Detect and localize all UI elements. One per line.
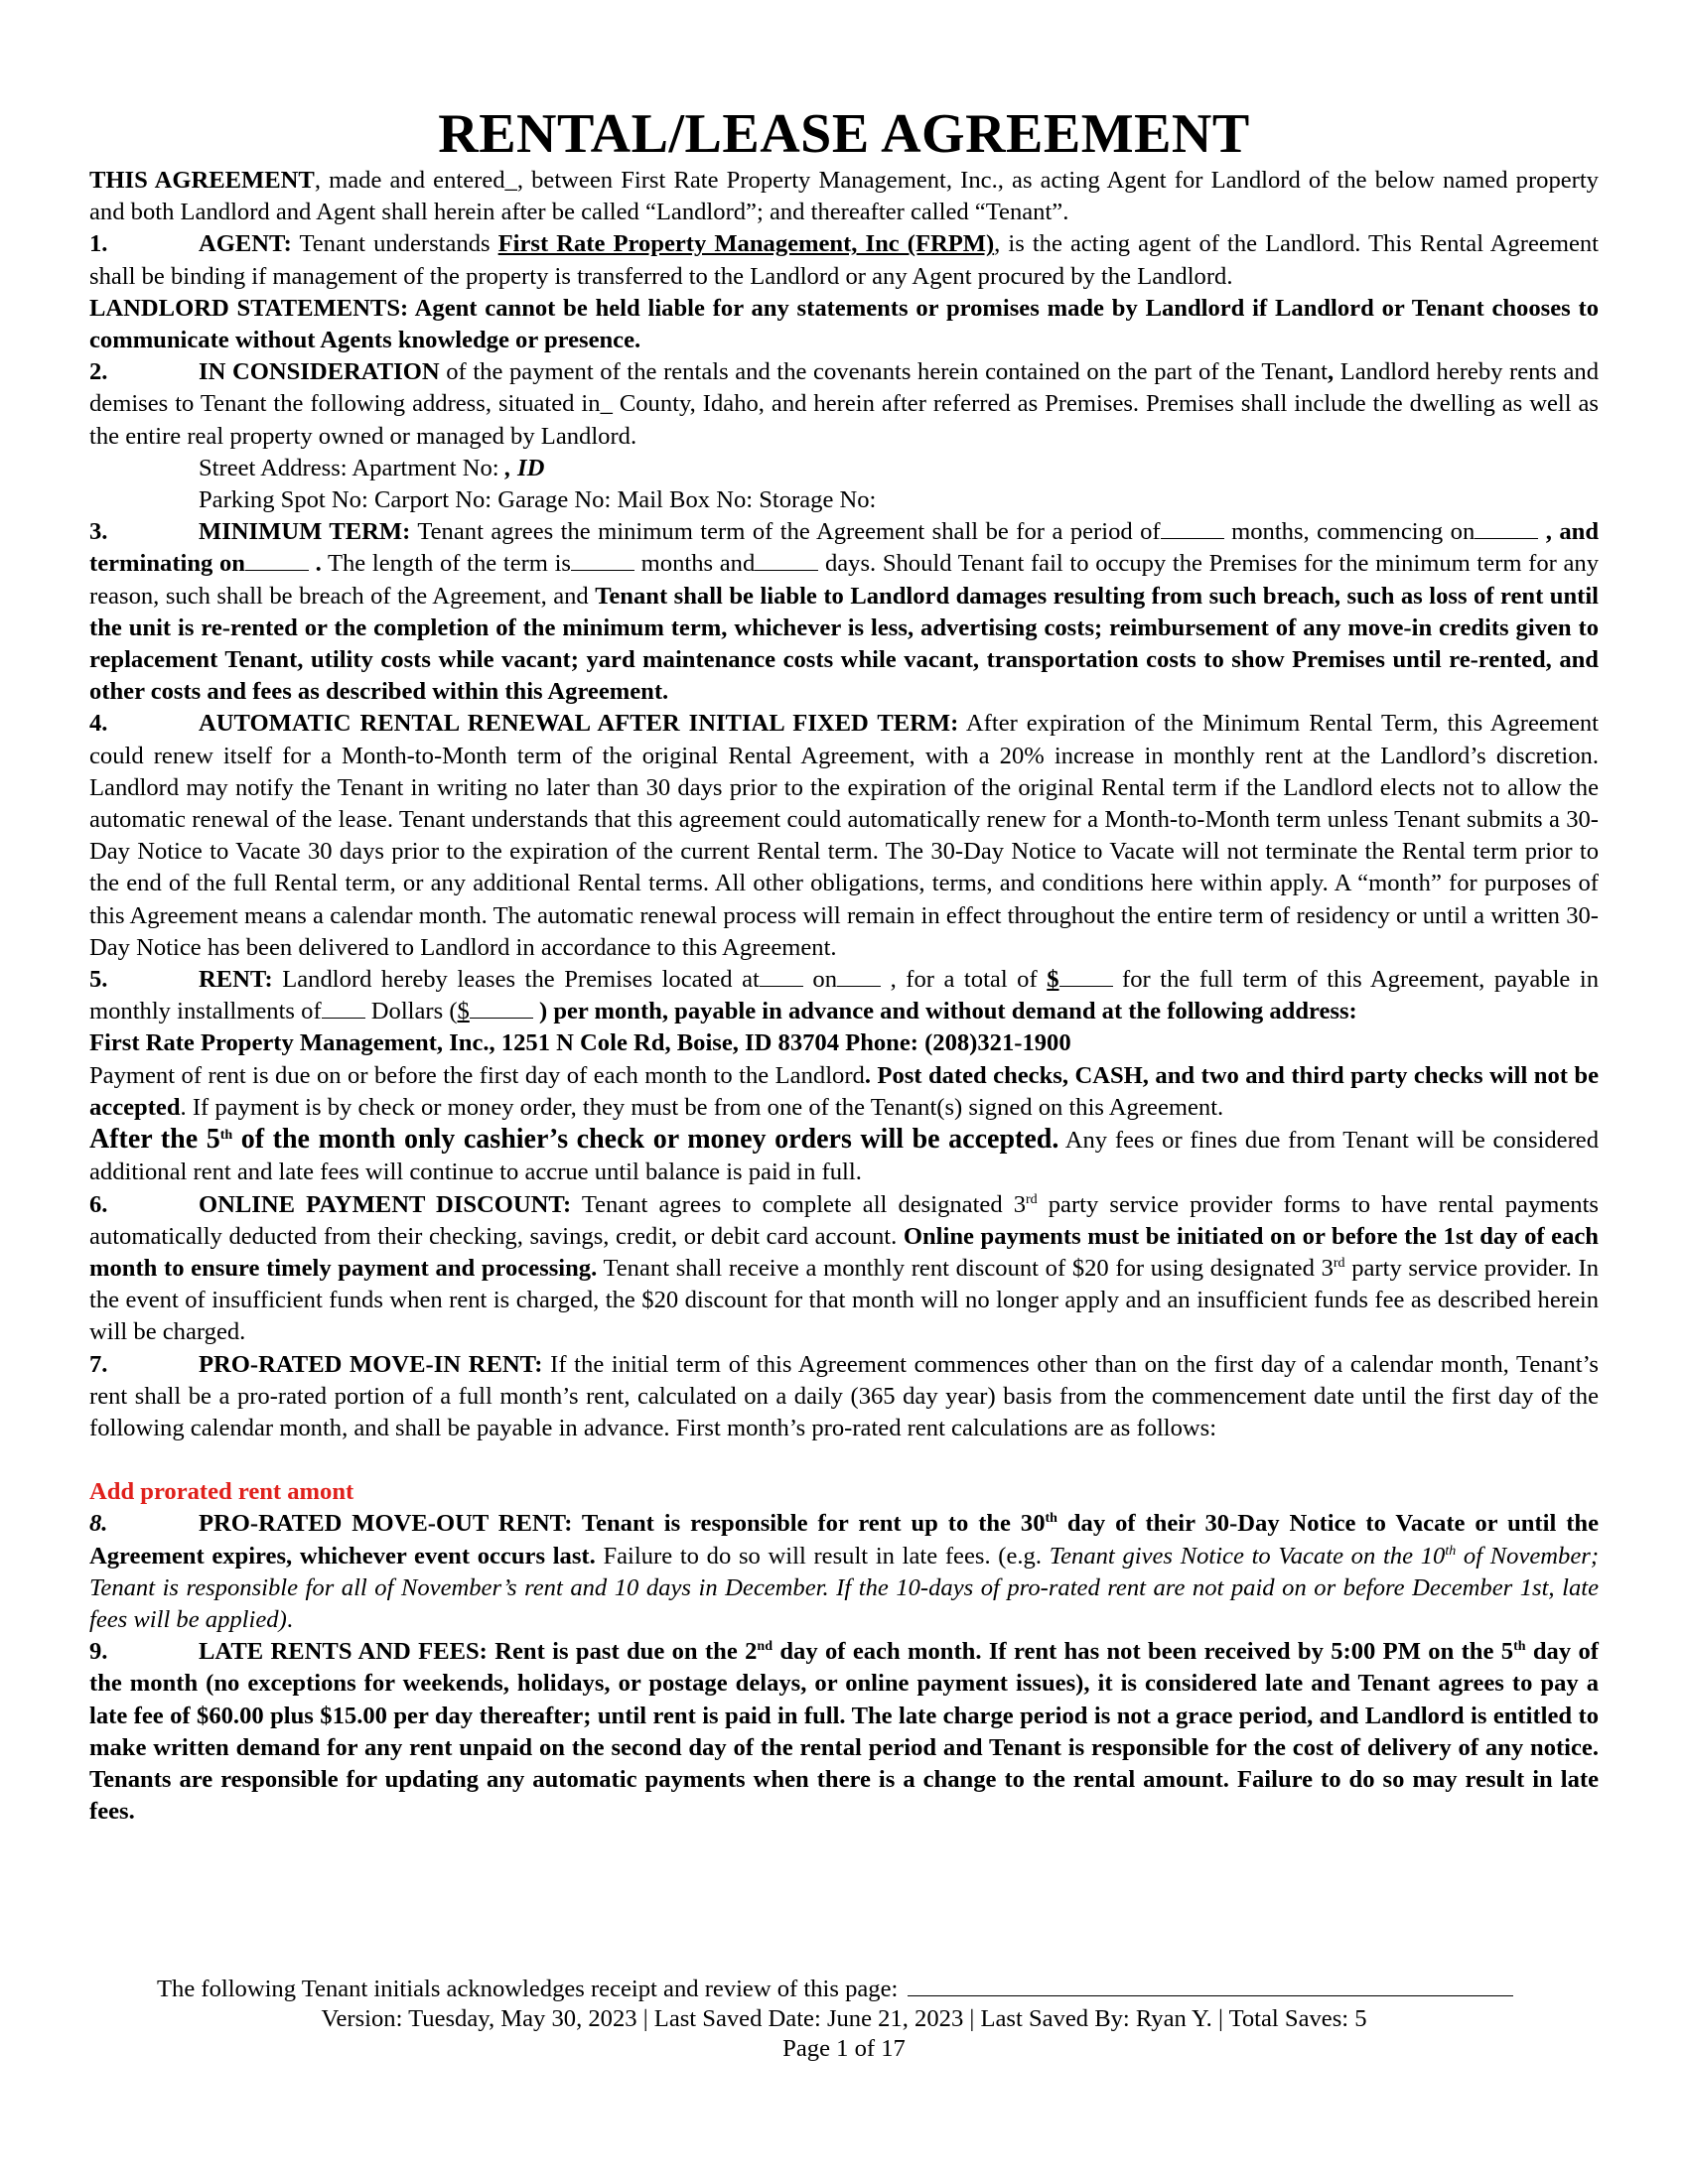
section-bold-text: day of the month (no exceptions for weekends, holidays, or postage delays, or online payment issues), it is considered late and Tenant agrees to pay a late fee of $60.00 plus $15.00 per day thereafter; until rent is paid in full. The late charge period is not a grace period, and Landlord is entitled to make written demand for any rent unpaid on the second day of the rental period and Tenant is responsible for the cost of delivery of any notice. Tenants are responsible for updating any automatic payments when there is a change to the rental amount. Failure to do so may result in late fees.: [89, 1638, 1599, 1826]
section-bold-text: day of their 30-Day Notice to Vacate or until the Agreement expires, whichever event occurs last.: [89, 1510, 1599, 1570]
initials-field[interactable]: [908, 1972, 1513, 1996]
section-text: Failure to do so will result in late fees. (e.g.: [595, 1542, 1050, 1570]
section-text: Payment of rent is due on or before the first day of each month to the Landlord: [89, 1061, 865, 1089]
length-months-blank[interactable]: [571, 548, 634, 571]
company-name: First Rate Property Management, Inc (FRPM): [497, 230, 995, 258]
section-4-automatic-renewal: [89, 708, 1599, 964]
section-number: 9.: [89, 1638, 108, 1666]
section-number: 1.: [89, 230, 108, 258]
section-text: , is the acting agent of the Landlord. This Rental Agreement shall be binding if management of the property is transferred to the Landlord or any Agent procured by the Landlord.: [89, 230, 1600, 290]
section-italic-text: of November; Tenant is responsible for all of November’s rent and 10 days in December. If the 10-days of pro-rated rent are not paid on or before December 1st, late fees will be applied): [89, 1542, 1600, 1633]
section-6-online-payment: [89, 1189, 1599, 1349]
section-heading: LATE RENTS AND FEES: Rent is past due on the 2: [199, 1638, 758, 1666]
section-text: ,: [1327, 358, 1335, 386]
section-text: months and: [634, 550, 756, 578]
superscript: rd: [1026, 1191, 1038, 1207]
after-fifth-notice: [89, 1124, 1599, 1188]
section-text: on: [802, 966, 838, 994]
superscript: nd: [757, 1638, 773, 1654]
superscript: th: [1045, 1511, 1057, 1527]
landlord-statements: LANDLORD STATEMENTS: Agent cannot be held liable for any statements or promises made by Landlord if Landlord or Tenant chooses to communicate without Agents knowledge or presence.: [89, 294, 1599, 354]
section-bold-text: of the month only cashier’s check or money orders will be accepted.: [232, 1124, 1059, 1156]
section-text: The length of the term is: [321, 550, 572, 578]
section-text: party service provider. In the event of insufficient funds when rent is charged, the $20 discount for that month will no longer apply and an insufficient funds fee as described herein will be charged.: [89, 1254, 1600, 1346]
section-heading: AUTOMATIC RENTAL RENEWAL AFTER INITIAL FIXED TERM:: [199, 710, 959, 738]
monthly-dollar-sign: $: [457, 998, 470, 1025]
section-text: of the payment of the rentals and the covenants herein contained on the part of the Tenant: [439, 358, 1328, 386]
section-number: 3.: [89, 518, 108, 546]
section-3-minimum-term: [89, 516, 1599, 708]
section-text: . If payment is by check or money order, they must be from one of the Tenant(s) signed on this Agreement.: [180, 1093, 1224, 1121]
intro-text: , made and entered_, between First Rate Property Management, Inc., as acting Agent for Landlord of the below named property and both Landlord and Agent shall herein after be called “Landlord”; and thereafter called “Tenant”.: [89, 167, 1599, 226]
section-text: ) per month, payable in advance and without demand at the following address:: [532, 998, 1357, 1025]
section-5-rent: [89, 964, 1599, 1027]
term-months-blank[interactable]: [1161, 516, 1224, 539]
intro-lead: THIS AGREEMENT: [89, 167, 315, 194]
section-heading: ONLINE PAYMENT DISCOUNT:: [199, 1190, 572, 1218]
total-amount-blank[interactable]: [1059, 964, 1113, 987]
premises-location-blank[interactable]: [760, 964, 803, 987]
section-2-consideration: [89, 356, 1599, 453]
section-text: .: [308, 550, 322, 578]
section-heading: PRO-RATED MOVE-IN RENT:: [199, 1350, 543, 1378]
section-text: party service provider forms to have rental payments automatically deducted from their checking, savings, credit, or debit card account.: [89, 1190, 1599, 1250]
section-text: After expiration of the Minimum Rental Term, this Agreement could renew itself for a Month-to-Month term of the original Rental Agreement, with a 20% increase in monthly rent at the Landlord’s discretion. Landlord may notify the Tenant in writing no later than 30 days prior to the expiration of the original Rental term if the Landlord elects not to allow the automatic renewal of the lease. Tenant understands that this agreement could automatically renew for a Month-to-Month term unless Tenant submits a 30-Day Notice to Vacate 30 days prior to the expiration of the current Rental term. The 30-Day Notice to Vacate will not terminate the Rental term prior to the end of the full Rental term, or any additional Rental terms. All other obligations, terms, and conditions here within apply. A “month” for purposes of this Agreement means a calendar month. The automatic renewal process will remain in effect throughout the entire term of residency or until a written 30-Day Notice has been delivered to Landlord in accordance to this Agreement.: [89, 710, 1599, 961]
installment-blank[interactable]: [322, 996, 365, 1019]
section-number: 7.: [89, 1350, 108, 1378]
section-heading: RENT:: [199, 966, 273, 994]
section-italic-text: Tenant gives Notice to Vacate on the 10: [1049, 1542, 1446, 1570]
section-text: If the initial term of this Agreement commences other than on the first day of a calendar month, Tenant’s rent shall be a pro-rated portion of a full month’s rent, calculated on a daily (365 day year) basis from the commencement date until the first day of the following calendar month, and shall be payable in advance. First month’s pro-rated rent calculations are as follows:: [89, 1350, 1600, 1441]
section-text: Landlord hereby leases the Premises located at: [272, 966, 760, 994]
superscript: th: [1445, 1543, 1457, 1559]
section-bold-text: After the 5: [89, 1124, 220, 1156]
section-9-late-fees: [89, 1636, 1599, 1828]
section-heading: AGENT:: [199, 230, 292, 258]
section-text: Tenant understands: [291, 230, 498, 258]
payment-address: First Rate Property Management, Inc., 1251 N Cole Rd, Boise, ID 83704 Phone: (208)321-1900: [89, 1029, 1071, 1057]
section-heading: MINIMUM TERM:: [199, 518, 411, 546]
superscript: th: [1513, 1638, 1526, 1654]
section-text: , for a total of: [881, 966, 1048, 994]
section-text: Tenant agrees to complete all designated 3: [571, 1190, 1026, 1218]
section-text: Landlord hereby rents and demises to Tenant the following address, situated in_ County, Idaho, and herein after referred as Premises. Premises shall include the dwelling as well as the entire real property owned or managed by Landlord.: [89, 358, 1599, 450]
document-title: RENTAL/LEASE AGREEMENT: [438, 103, 1250, 165]
section-text: days. Should Tenant fail to occupy the Premises for the minimum term for any reason, such shall be breach of the Agreement, and: [89, 550, 1599, 610]
initials-line: [0, 1972, 1688, 2004]
premises-date-blank[interactable]: [837, 964, 881, 987]
page-number: Page 1 of 17: [782, 2035, 906, 2062]
section-bold-text: day of each month. If rent has not been received by 5:00 PM on the 5: [773, 1638, 1514, 1666]
section-7-prorated-move-in: [89, 1349, 1599, 1445]
street-address-line: [89, 453, 1599, 484]
section-text: Tenant agrees the minimum term of the Agreement shall be for a period of: [410, 518, 1161, 546]
parking-line: Parking Spot No: Carport No: Garage No: Mail Box No: Storage No:: [199, 486, 877, 514]
section-text: Dollars (: [364, 998, 458, 1025]
section-bold-text: Tenant shall be liable to Landlord damages resulting from such breach, such as loss of rent until the unit is re-rented or the completion of the minimum term, whichever is less, advertising costs; reimbursement of any move-in credits given to replacement Tenant, utility costs while vacant; yard maintenance costs while vacant, transportation costs to show Premises until re-rented, and other costs and fees as described within this Agreement.: [89, 582, 1599, 706]
version-info: Version: Tuesday, May 30, 2023 | Last Saved Date: June 21, 2023 | Last Saved By: Ryan Y. | Total Saves: 5: [321, 2005, 1367, 2032]
section-text: Any fees or fines due from Tenant will be considered additional rent and late fees will continue to accrue until balance is paid in full.: [89, 1127, 1599, 1186]
section-text: , and terminating on: [89, 518, 1599, 578]
street-address-state: , ID: [498, 454, 545, 481]
section-bold-text: . Post dated checks, CASH, and two and third party checks will not be accepted: [89, 1061, 1599, 1121]
section-text: Tenant shall receive a monthly rent discount of $20 for using designated 3: [597, 1254, 1334, 1282]
section-text: months, commencing on: [1223, 518, 1476, 546]
superscript: th: [219, 1127, 233, 1143]
superscript: rd: [1333, 1255, 1345, 1271]
section-heading: PRO-RATED MOVE-OUT RENT: Tenant is responsible for rent up to the 30: [199, 1510, 1046, 1538]
spacer: [89, 1444, 1599, 1476]
length-days-blank[interactable]: [755, 548, 818, 571]
section-number: 4.: [89, 710, 108, 738]
section-number: 5.: [89, 966, 108, 994]
total-dollar-sign: $: [1047, 966, 1059, 994]
initials-label: The following Tenant initials acknowledges receipt and review of this page:: [157, 1976, 899, 2002]
commencing-date-blank[interactable]: [1475, 516, 1538, 539]
section-text: .: [286, 1605, 293, 1633]
section-bold-text: Online payments must be initiated on or before the 1st day of each month to ensure timely payment and processing.: [89, 1222, 1599, 1282]
prorated-note: Add prorated rent amont: [89, 1478, 354, 1506]
section-text: for the full term of this Agreement, payable in monthly installments of: [89, 966, 1599, 1025]
section-1-agent: [89, 228, 1599, 292]
section-number: 2.: [89, 358, 108, 386]
terminating-date-blank[interactable]: [245, 548, 309, 571]
intro-paragraph: [89, 165, 1599, 228]
section-heading: IN CONSIDERATION: [199, 358, 440, 386]
section-number: 6.: [89, 1190, 108, 1218]
page-footer: [0, 1972, 1688, 2064]
payment-terms: [89, 1060, 1599, 1124]
section-number: 8.: [89, 1510, 108, 1538]
section-8-prorated-move-out: [89, 1508, 1599, 1636]
monthly-amount-blank[interactable]: [470, 996, 533, 1019]
street-address-label: Street Address: Apartment No:: [199, 454, 499, 481]
